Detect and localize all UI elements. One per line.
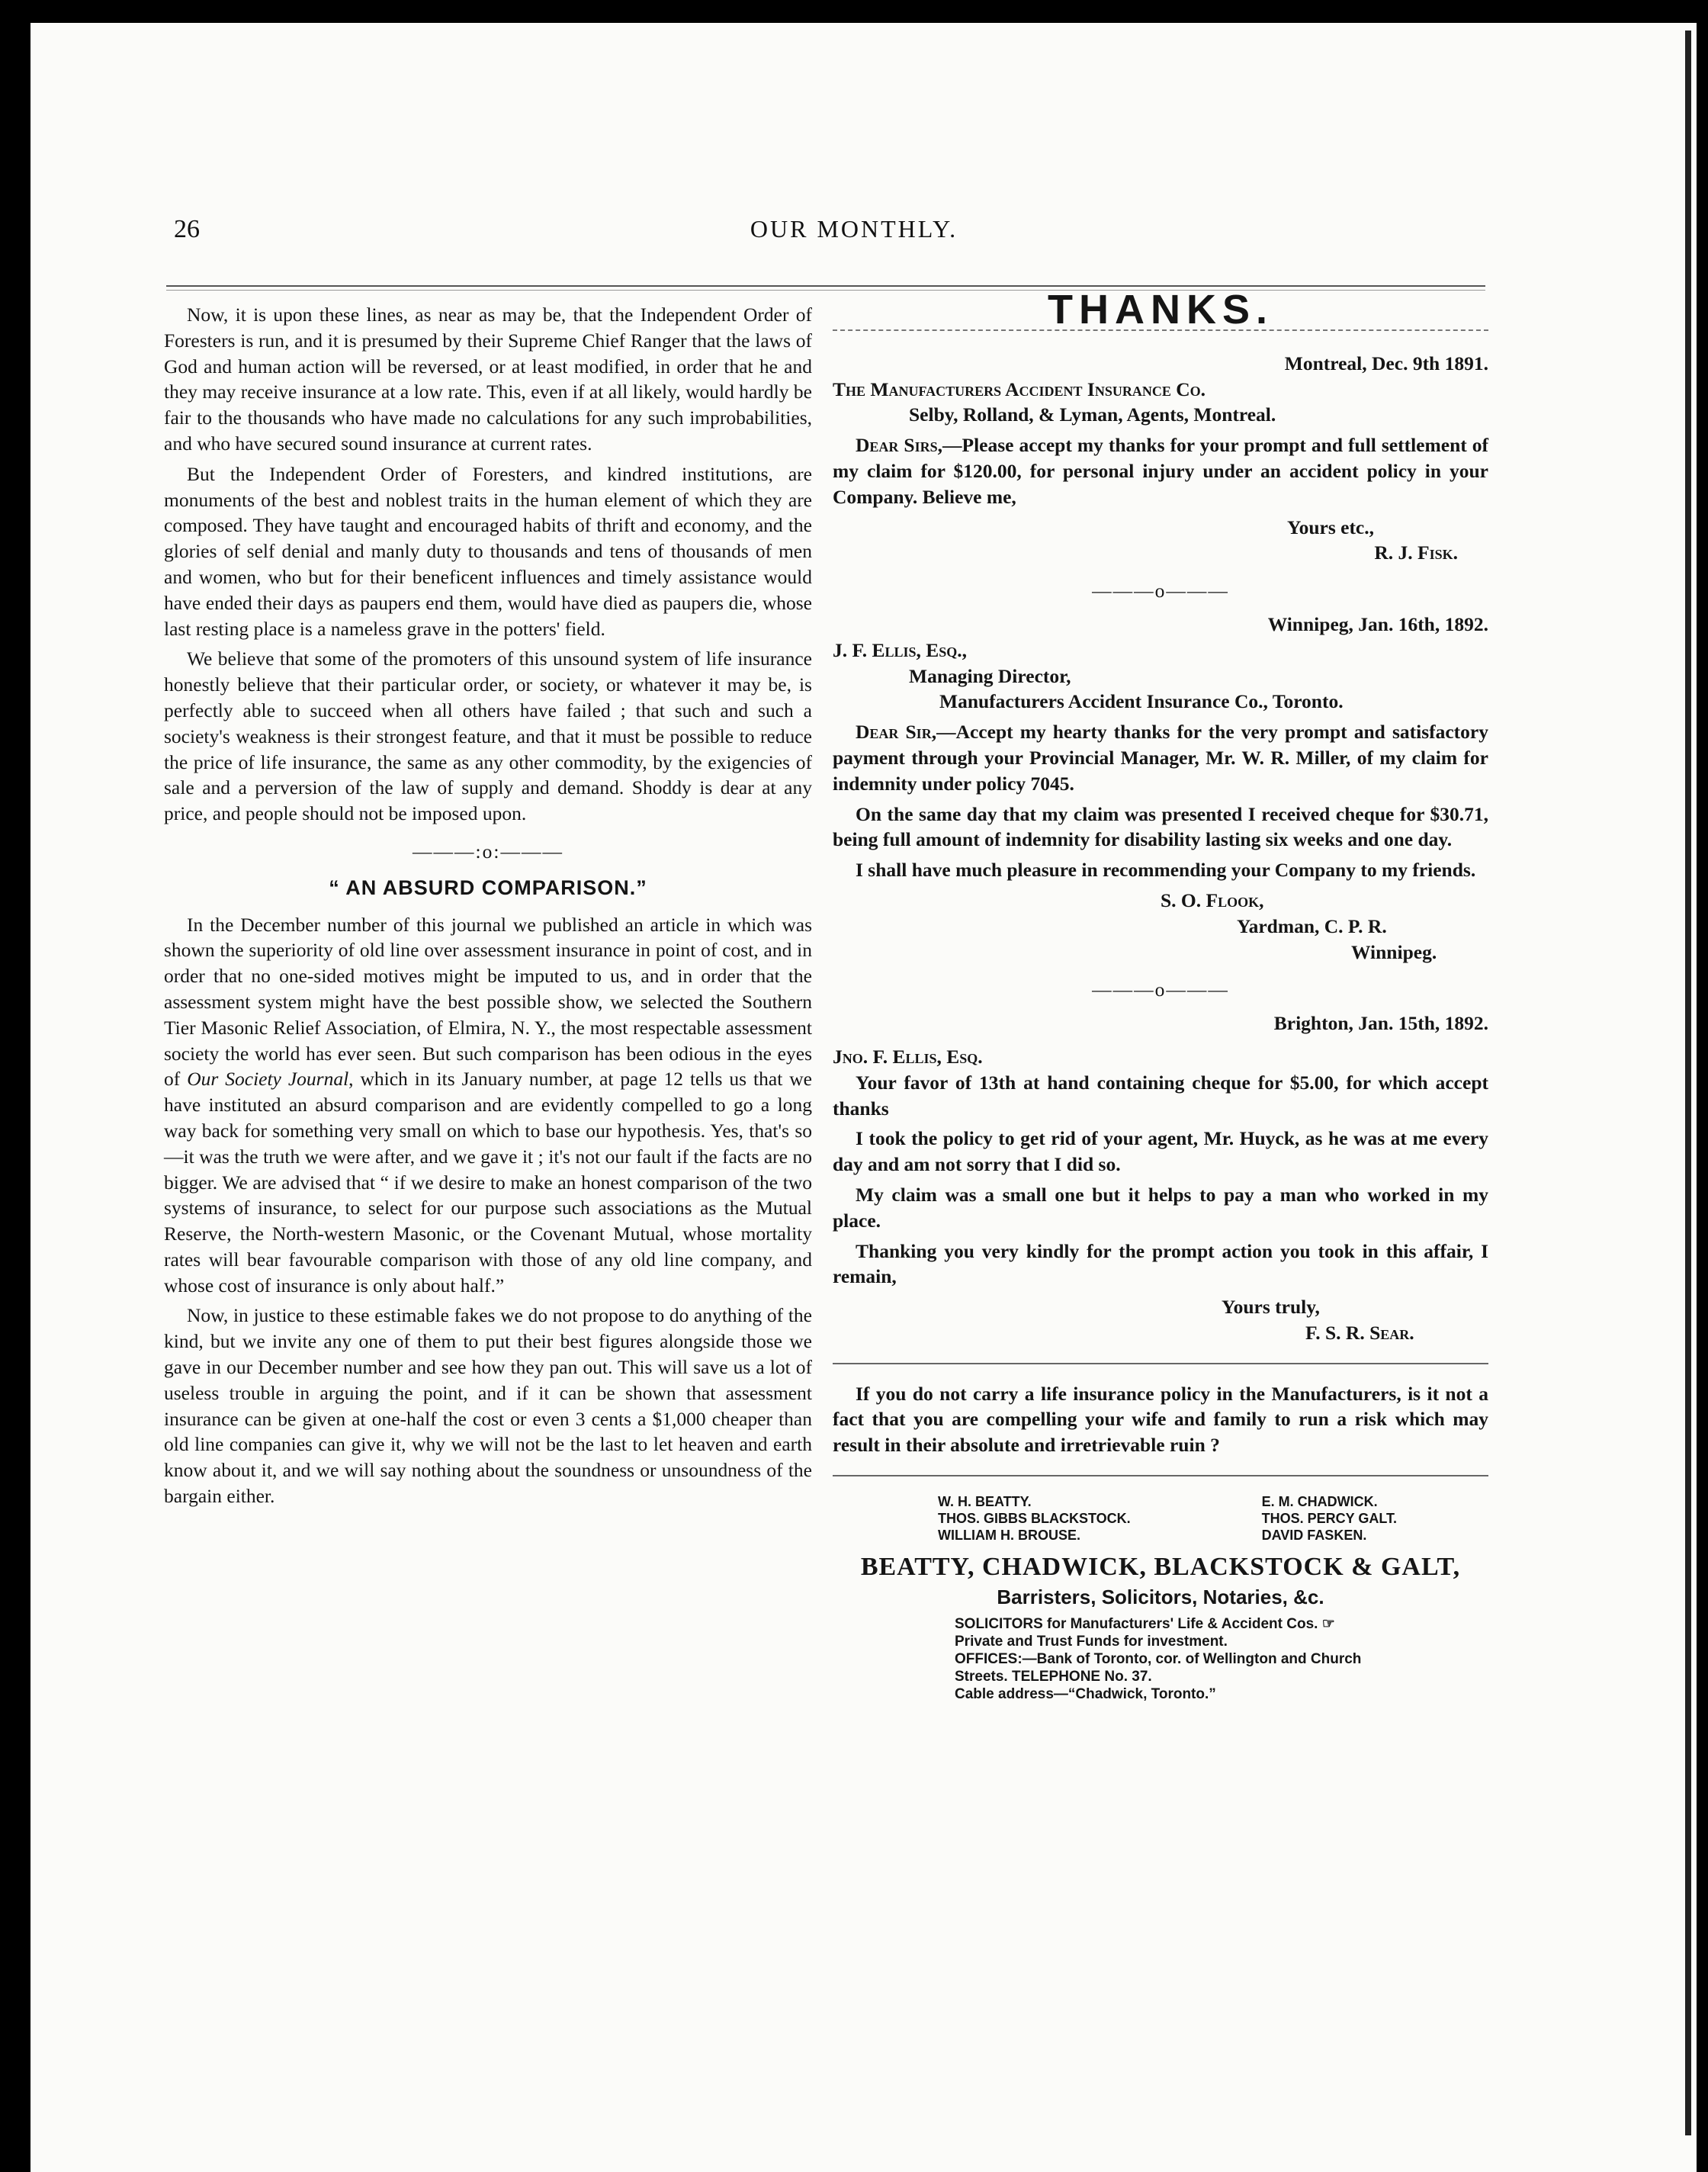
paragraph — [164, 912, 812, 1299]
text-span: , which in its January number, at page 12 tells us that we have instituted an absurd comparison and are evidently compelled to go a long way back for something very small on which to base our hypothesis. Yes, that's so—it was the truth we were after, and we gave it ; it's not our fault if the facts are no bigger. We are advised that “ if we desire to make an honest comparison of the two systems of insurance, to select for our purpose such associations as the Mutual Reserve, the North-western Masonic, or the Covenant Mutual, whose mortality rates will bear favourable comparison with those of any old line company, and whose cost of insurance is only about half.” — [164, 1068, 812, 1296]
letter1-agents: Selby, Rolland, & Lyman, Agents, Montreal. — [909, 403, 1276, 426]
letter2-body — [833, 719, 1488, 796]
partner-name: THOS. PERCY GALT. — [1261, 1511, 1397, 1527]
letter2-title: Managing Director, — [909, 664, 1071, 687]
letter1-addressee: The Manufacturers Accident Insurance Co. — [833, 378, 1206, 400]
thanks-heading: THANKS. — [1048, 287, 1273, 333]
letter-separator: ———o——— — [1092, 978, 1229, 1001]
partner-list-left — [938, 1493, 1131, 1544]
text-span: In the December number of this journal we published an article in which was shown the superiority of old line over assessment insurance in point of cost, and in order that no one-sided motives might be imputed to us, and in order that the assessment system might have the best possible show, we selected the Southern Tier Masonic Relief Association, of Elmira, N. Y., the most respectable assessment society the world has ever seen. But such comparison has been odious in the eyes of — [164, 913, 812, 1091]
letter1-dateline: Montreal, Dec. 9th 1891. — [1284, 352, 1488, 374]
letter2-sig-title: Yardman, C. P. R. — [1237, 914, 1387, 937]
letter3-closing: Yours truly, — [1222, 1296, 1320, 1319]
page-edge-shadow — [1685, 31, 1691, 2135]
firm-name: BEATTY, CHADWICK, BLACKSTOCK & GALT, — [860, 1553, 1461, 1582]
letter2-body2: On the same day that my claim was presented I received cheque for $30.71, being full amount of indemnity for disability lasting six weeks and one day. — [833, 802, 1488, 851]
running-title: OUR MONTHLY. — [750, 215, 958, 243]
letter2-company: Manufacturers Accident Insurance Co., Toronto. — [939, 690, 1344, 713]
page-number: 26 — [174, 215, 200, 243]
page-header — [0, 215, 1708, 261]
letter2-body3: I shall have much pleasure in recommending your Company to my friends. — [856, 859, 1476, 882]
firm-subtitle: Barristers, Solicitors, Notaries, &c. — [997, 1585, 1324, 1608]
firm-solicitors: SOLICITORS for Manufacturers' Life & Accident Cos. ☞ Private and Trust Funds for investment. — [955, 1615, 1335, 1650]
firm-cable: Cable address—“Chadwick, Toronto.” — [955, 1685, 1216, 1702]
partner-name: W. H. BEATTY. — [938, 1494, 1032, 1510]
letter2-addressee: J. F. Ellis, Esq., — [833, 638, 968, 661]
partner-list-right — [1262, 1493, 1397, 1544]
letter3-dateline: Brighton, Jan. 15th, 1892. — [1273, 1012, 1488, 1035]
partner-names — [833, 1493, 1488, 1544]
letter-separator: ———o——— — [1092, 580, 1229, 602]
appeal-paragraph: If you do not carry a life insurance policy in the Manufacturers, is it not a fact that you are compelling your wife and family to run a risk which may result in their absolute and irretrievable ruin ? — [833, 1382, 1488, 1457]
partner-name: DAVID FASKEN. — [1261, 1528, 1367, 1544]
text-span: —Please accept my thanks for your prompt and full settlement of my claim for $120.00, for personal injury under an accident policy in your Company. Believe me, — [833, 434, 1488, 508]
letter1-signature: R. J. Fisk. — [1374, 541, 1458, 564]
left-column — [164, 302, 812, 1514]
paragraph: But the Independent Order of Foresters, and kindred institutions, are monuments of the best and noblest traits in the human element of which they are composed. They have taught and encouraged habits of thrift and economy, and the glories of self denial and manly duty to thousands and tens of thousands of men and women, who but for their beneficent influences and timely assistance would have ended their days as paupers end them, would have died as paupers die, whose last resting place is a nameless grave in the potters' field. — [164, 462, 812, 640]
letter3-signature: F. S. R. Sear. — [1305, 1321, 1414, 1344]
letter3-addressee: Jno. F. Ellis, Esq. — [833, 1045, 983, 1068]
salutation: Dear Sir, — [856, 721, 937, 744]
salutation: Dear Sirs, — [856, 434, 942, 457]
letter1-body — [833, 432, 1488, 509]
paragraph: Now, in justice to these estimable fakes we do not propose to do anything of the kind, but we invite any one of them to put their best figures alongside those we gave in our December number and see how they pan out. This will save us a lot of useless trouble in arguing the point, and if it can be shown that assessment insurance can be given at one-half the cost or even 3 cents a $1,000 cheaper than old line companies can give it, why we will not be the last to let heaven and earth know about it, and we will say nothing about the soundness or unsoundness of the bargain either. — [164, 1304, 812, 1508]
partner-name: THOS. GIBBS BLACKSTOCK. — [938, 1511, 1131, 1527]
partner-name: E. M. CHADWICK. — [1261, 1494, 1378, 1510]
header-rule-thin — [166, 290, 1485, 291]
letter2-sig-place: Winnipeg. — [1351, 940, 1437, 963]
journal-title: Our Society Journal — [187, 1068, 349, 1091]
section-separator: ———:o:——— — [413, 840, 563, 863]
section-rule — [833, 1363, 1488, 1364]
paragraph: Now, it is upon these lines, as near as may be, that the Independent Order of Foresters is run, and it is presumed by their Supreme Chief Ranger that the laws of God and human action will be reversed, or at least modified, in order that he and they may receive insurance at a low rate. This, even if at all likely, would hardly be fair to the thousands who have made no calculations for any such improbabilities, and who have secured sound insurance at current rates. — [164, 304, 812, 455]
letter2-dateline: Winnipeg, Jan. 16th, 1892. — [1267, 612, 1488, 635]
law-firm-card — [833, 1493, 1488, 1703]
firm-offices: OFFICES:—Bank of Toronto, cor. of Wellington and Church Streets. TELEPHONE No. 37. — [955, 1650, 1362, 1685]
header-rule — [166, 285, 1485, 287]
text-span: —Accept my hearty thanks for the very prompt and satisfactory payment through your Provincial Manager, Mr. W. R. Miller, of my claim for indemnity under policy 7045. — [833, 721, 1488, 795]
right-column — [833, 287, 1488, 1703]
partner-name: WILLIAM H. BROUSE. — [938, 1528, 1080, 1544]
letter1-closing: Yours etc., — [1286, 516, 1374, 538]
letter3-body4: Thanking you very kindly for the prompt action you took in this affair, I remain, — [833, 1239, 1488, 1288]
letter3-body2: I took the policy to get rid of your agent, Mr. Huyck, as he was at me every day and am not sorry that I did so. — [833, 1127, 1488, 1176]
section-title: “ AN ABSURD COMPARISON.” — [329, 876, 647, 899]
letter3-body3: My claim was a small one but it helps to pay a man who worked in my place. — [833, 1183, 1488, 1232]
paragraph: We believe that some of the promoters of this unsound system of life insurance honestly believe that their particular order, or society, or whatever it may be, is perfectly able to succeed when all others have failed ; that such and such a society's weakness is their strongest feature, and that it must be possible to reduce the price of life insurance, the same as any other commodity, by the exigencies of sale and a perversion of the law of supply and demand. Shoddy is dear at any price, and people should not be imposed upon. — [164, 647, 812, 825]
letter3-body1: Your favor of 13th at hand containing cheque for $5.00, for which accept thanks — [833, 1071, 1488, 1120]
letter2-signature: S. O. Flook, — [1161, 888, 1264, 911]
section-rule — [833, 1475, 1488, 1476]
